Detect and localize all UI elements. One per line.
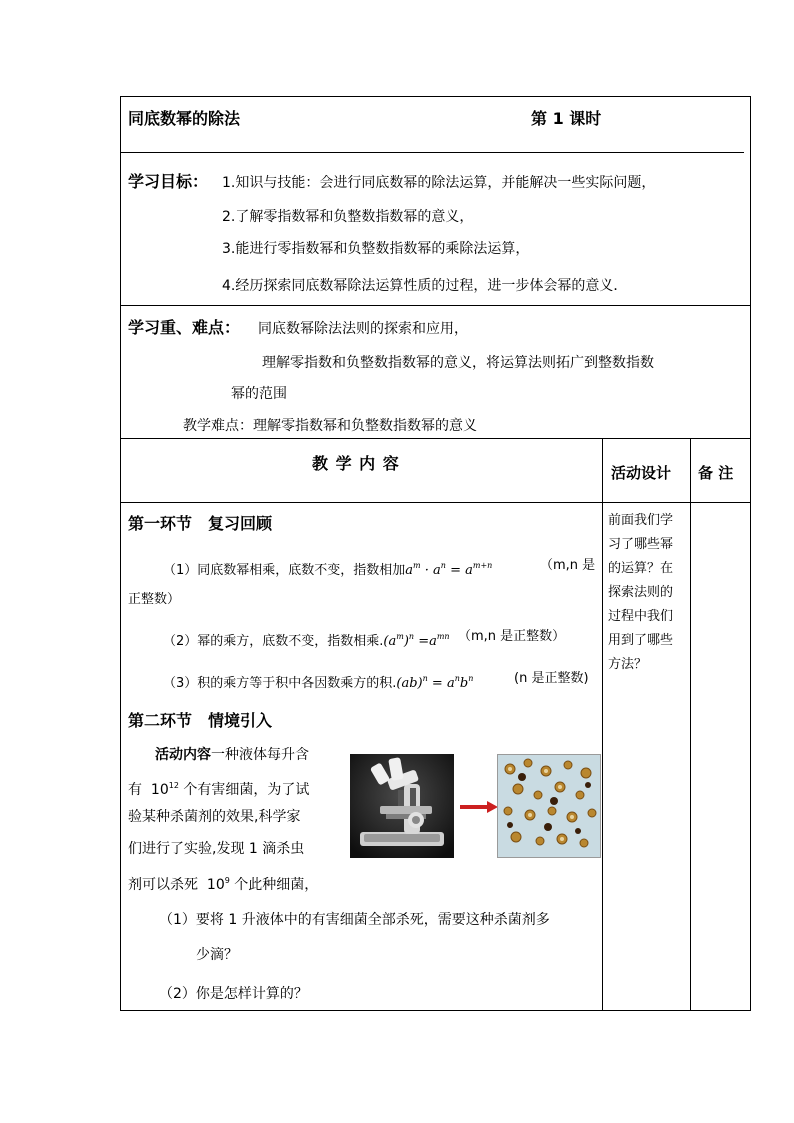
activity-note-line: 用到了哪些 (608, 633, 674, 648)
section-intro-title: 第二环节 情境引入 (128, 711, 273, 730)
keypoint-line: 同底数幂除法法则的探索和应用， (258, 321, 468, 337)
activity-note-line: 过程中我们 (608, 609, 674, 624)
review-item-3-tail: (n 是正整数) (514, 671, 589, 686)
activity-line-1 (155, 746, 309, 764)
activity-note-line: 习了哪些幂 (608, 537, 674, 552)
microscope-photo (350, 754, 454, 858)
question-1-cont: 少滴？ (196, 947, 238, 963)
formula-product-rule: $a^m \cdot a^n = a^{m+n}$ (405, 561, 493, 578)
activity-note-line: 方法？ (608, 657, 648, 672)
difficulty-line: 教学难点：理解零指数幂和负整数指数幂的意义 (183, 418, 477, 434)
formula-power-rule: $(a^m)^n =a^{mn}$ (383, 632, 450, 649)
review-item-1-text: （1）同底数幂相乘，底数不变，指数相加 (163, 563, 406, 578)
activity-notes (608, 512, 686, 680)
keypoints-label: 学习重、难点： (128, 318, 241, 337)
activity-text: 剂可以杀死 (128, 877, 198, 893)
review-item-2-text: （2）幂的乘方，底数不变，指数相乘. (163, 634, 384, 649)
review-item-3-text: （3）积的乘方等于积中各因数乘方的积. (163, 676, 397, 691)
red-arrow-icon (460, 798, 498, 810)
objective-item: 3.能进行零指数幂和负整数指数幂的乘除法运算， (222, 241, 530, 257)
section-review-title: 第一环节 复习回顾 (128, 514, 273, 533)
review-item-2-tail: （m,n 是正整数） (458, 629, 566, 644)
activity-column-header: 活动设计 (611, 464, 672, 482)
activity-text: 个此种细菌， (234, 877, 319, 893)
activity-text: 个有害细菌，为了试 (183, 782, 310, 798)
activity-note-line: 前面我们学 (608, 513, 674, 528)
activity-line-2 (128, 777, 309, 799)
objectives-label: 学习目标： (128, 172, 209, 191)
activity-text: 有 (128, 782, 142, 798)
review-item-3 (163, 670, 473, 693)
title-underline (120, 152, 744, 153)
review-item-1-tail: （m,n 是 (540, 558, 596, 573)
exponent-9: 9 (224, 876, 230, 885)
review-item-2 (163, 628, 450, 651)
activity-note-line: 探索法则的 (608, 585, 674, 600)
activity-text: 一种液体每升含 (211, 747, 309, 763)
remark-column-header: 备 注 (698, 464, 734, 482)
review-item-1-cont: 正整数） (128, 592, 181, 607)
column-divider-1 (602, 438, 603, 1011)
keypoint-line: 幂的范围 (231, 386, 287, 402)
lesson-number: 第 1 课时 (531, 109, 602, 128)
row-divider-2 (120, 438, 751, 439)
objective-item: 2.了解零指数幂和负整数指数幂的意义， (222, 209, 474, 225)
exponent-12: 12 (168, 781, 179, 790)
activity-label: 活动内容 (155, 747, 211, 763)
formula-product-power: $(ab)^n = a^nb^n$ (396, 674, 474, 691)
page-title: 同底数幂的除法 (128, 109, 241, 128)
base-10: 10 (206, 877, 225, 893)
review-item-1 (163, 557, 492, 580)
content-column-header: 教 学 内 容 (312, 454, 400, 473)
objective-item: 1.知识与技能：会进行同底数幂的除法运算，并能解决一些实际问题， (222, 175, 656, 191)
row-divider-1 (120, 305, 751, 306)
activity-line-5 (128, 872, 318, 894)
row-divider-3 (120, 502, 751, 503)
column-divider-2 (690, 438, 691, 1011)
objective-item: 4.经历探索同底数幂除法运算性质的过程，进一步体会幂的意义． (222, 278, 628, 294)
bacteria-photo (497, 754, 601, 858)
question-1: （1）要将 1 升液体中的有害细菌全部杀死，需要这种杀菌剂多 (159, 912, 550, 928)
activity-line-3: 验某种杀菌剂的效果,科学家 (128, 809, 301, 825)
base-10: 10 (150, 782, 169, 798)
activity-note-line: 的运算？在 (608, 561, 674, 576)
question-2: （2）你是怎样计算的？ (159, 986, 308, 1002)
activity-line-4: 们进行了实验,发现 1 滴杀虫 (128, 841, 305, 857)
keypoint-line: 理解零指数和负整数指数幂的意义，将运算法则拓广到整数指数 (262, 355, 654, 371)
